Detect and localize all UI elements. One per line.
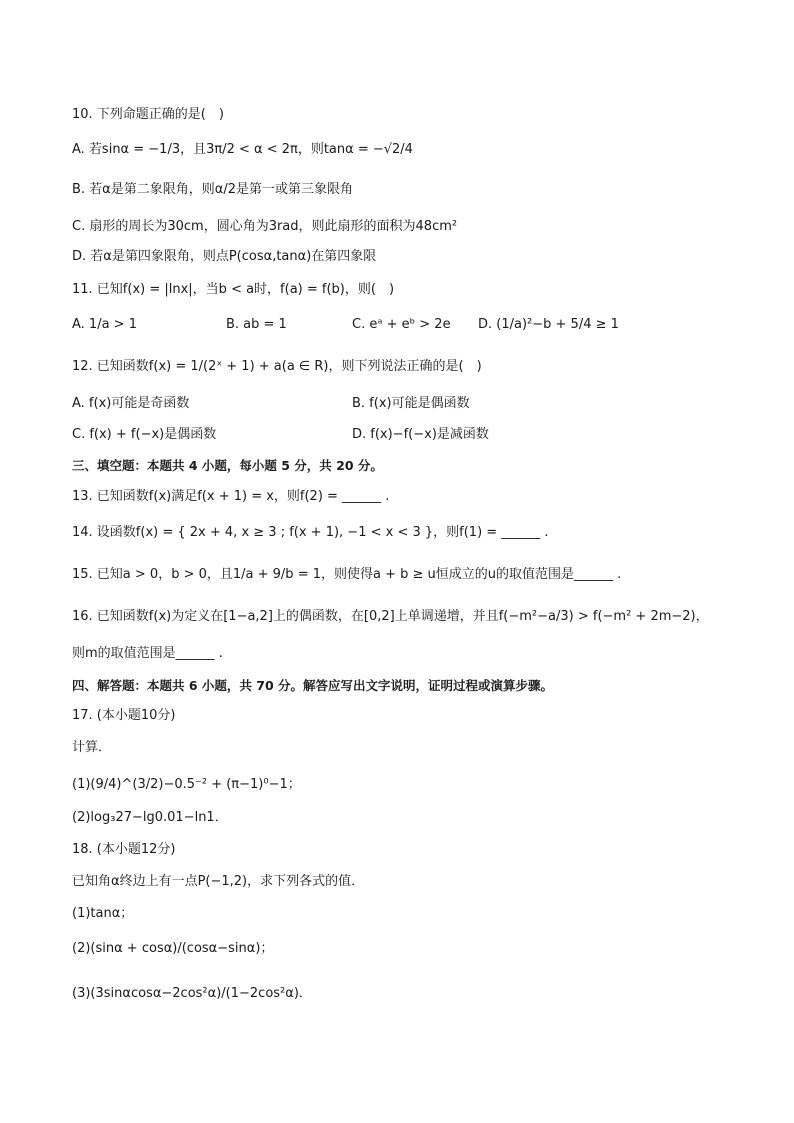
question-14: 14. 设函数f(x) = { 2x + 4, x ≥ 3 ; f(x + 1), −1 < x < 3 }，则f(1) = ______ . bbox=[72, 525, 549, 540]
question-16: 16. 已知函数f(x)为定义在[1−a,2]上的偶函数，在[0,2]上单调递增，并且f(−m²−a/3) > f(−m² + 2m−2)， bbox=[72, 609, 709, 624]
section-3-heading: 三、填空题：本题共 4 小题，每小题 5 分，共 20 分。 bbox=[72, 458, 383, 473]
question-12-option-b: B. f(x)可能是偶函数 bbox=[352, 396, 470, 411]
question-17-part-1: (1)(9/4)^(3/2)−0.5⁻² + (π−1)⁰−1； bbox=[72, 777, 301, 792]
question-11-option-c: C. eᵃ + eᵇ > 2e bbox=[352, 317, 451, 332]
question-12-option-a: A. f(x)可能是奇函数 bbox=[72, 396, 190, 411]
question-10-stem: 10. 下列命题正确的是( ) bbox=[72, 107, 224, 122]
question-12-stem: 12. 已知函数f(x) = 1/(2ˣ + 1) + a(a ∈ R)，则下列说法正确的是( ) bbox=[72, 359, 482, 374]
question-11-stem: 11. 已知f(x) = |lnx|，当b < a时，f(a) = f(b)，则( ) bbox=[72, 282, 395, 297]
section-4-heading: 四、解答题：本题共 6 小题，共 70 分。解答应写出文字说明，证明过程或演算步骤。 bbox=[72, 678, 554, 693]
question-16-continued: 则m的取值范围是______ . bbox=[72, 646, 223, 661]
question-10-option-d: D. 若α是第四象限角，则点P(cosα,tanα)在第四象限 bbox=[72, 249, 377, 264]
question-12-option-d: D. f(x)−f(−x)是减函数 bbox=[352, 427, 489, 442]
question-10-option-a: A. 若sinα = −1/3，且3π/2 < α < 2π，则tanα = −√2/4 bbox=[72, 142, 413, 157]
question-17-part-2: (2)log₃27−lg0.01−ln1． bbox=[72, 810, 228, 825]
question-18-part-1: (1)tanα； bbox=[72, 906, 134, 921]
question-13: 13. 已知函数f(x)满足f(x + 1) = x，则f(2) = ______ . bbox=[72, 489, 390, 504]
question-10-option-c: C. 扇形的周长为30cm，圆心角为3rad，则此扇形的面积为48cm² bbox=[72, 219, 458, 234]
question-17-intro: 计算． bbox=[72, 740, 112, 755]
question-18-heading: 18. (本小题12分) bbox=[72, 842, 176, 857]
question-11-option-b: B. ab = 1 bbox=[226, 317, 287, 332]
question-18-part-2: (2)(sinα + cosα)/(cosα−sinα)； bbox=[72, 941, 274, 956]
question-18-part-3: (3)(3sinαcosα−2cos²α)/(1−2cos²α)． bbox=[72, 986, 312, 1001]
question-11-option-d: D. (1/a)²−b + 5/4 ≥ 1 bbox=[478, 317, 619, 332]
question-10-option-b: B. 若α是第二象限角，则α/2是第一或第三象限角 bbox=[72, 182, 353, 197]
question-11-option-a: A. 1/a > 1 bbox=[72, 317, 137, 332]
question-15: 15. 已知a > 0，b > 0，且1/a + 9/b = 1，则使得a + b ≥ u恒成立的u的取值范围是______ . bbox=[72, 567, 622, 582]
question-17-heading: 17. (本小题10分) bbox=[72, 708, 176, 723]
question-12-option-c: C. f(x) + f(−x)是偶函数 bbox=[72, 427, 217, 442]
question-18-intro: 已知角α终边上有一点P(−1,2)，求下列各式的值． bbox=[72, 874, 365, 889]
